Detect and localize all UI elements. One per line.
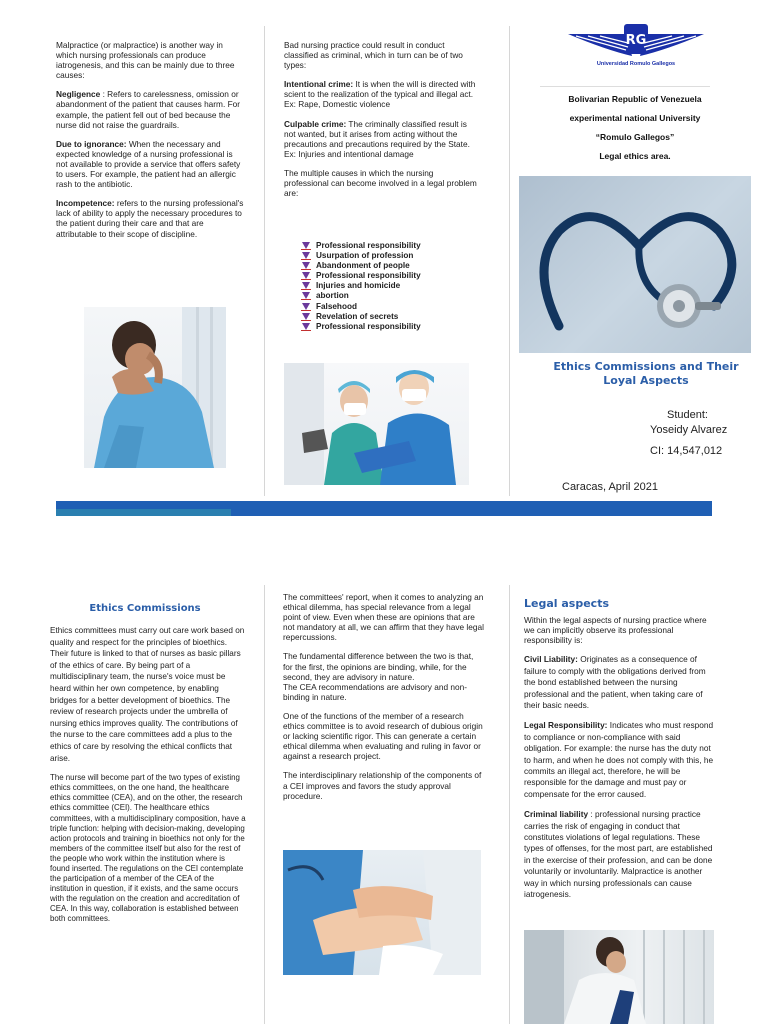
criminal-liability-text: : professional nursing practice carries the risk of engaging in conduct that constitutes violations of legal regulations. These types of offenses, for the most part, are established in the exercise of their profession, and can be done voluntarily or involuntarily. Malpractice is another way in which nursing professionals can cause iatrogenesis. — [524, 809, 713, 899]
legal-responsibility-text: Indicates who must respond to compliance or non-compliance with said obligation. For example: the nurse has the duty not to harm, and when he does not comply with this, he commits an illegal act, therefore, he will be responsible for the damage and must pay or compensate for the error caused. — [524, 720, 714, 799]
university-name-line: “Romulo Gallegos” — [595, 132, 675, 142]
nurses-image — [284, 363, 469, 485]
holding-hands-image — [283, 850, 481, 975]
report-para-2: The fundamental difference between the two is that, for the first, the opinions are binding, while, for the second, they are advisory in nature. — [283, 651, 474, 682]
cause-item: Professional responsibility — [300, 322, 480, 332]
report-para-4: One of the functions of the member of a research ethics committee is to avoid research of dubious origin or lacking scientific rigor. This can generate a certain ethical dilemma when evaluating and ruling in favor or against a research project. — [283, 710, 483, 762]
culpable-paragraph — [284, 119, 480, 159]
culpable-term: Culpable crime: — [284, 118, 347, 129]
cause-item: Professional responsibility — [300, 241, 480, 251]
brochure-title: Ethics Commissions and Their Loyal Aspects — [553, 360, 739, 387]
corridor-nurse-photo — [524, 930, 714, 1024]
criminal-conduct-column — [284, 40, 480, 207]
institution-block — [530, 90, 740, 166]
ethics-para-1: Ethics committees must carry out care work based on quality and respect for the principles of bioethics. Their future is linked to that of nurses as basic pillars of the ethics of care. By being part of a multidisciplinary team, the nurse's voice must be heard within her own competence, by enabling bridges for a better development of bioethics. The review of research projects under the umbrella of nursing ethics improves quality. The contributions of the nurse to the care committees add a plus to the ethics of care by resolving the ethical conflicts that arise. — [50, 626, 245, 763]
column-divider — [509, 26, 510, 496]
ethics-para-2: The nurse will become part of the two types of existing ethics committees, on the one hand, the healthcare ethics committee (CEA), and on the other, the research ethics committee (CEI). The healthcare ethics committees, with a multidisciplinary composition, have a triple function: helping with decision-making, developing action protocols and training in bioethics not only for the members of the committee itself but also for the rest of the people who work within the institution where is found inserted. The regulations on the CEI contemplate the participation of a member of the CEA of the institution in question, if it exists, and the same occurs with the regulation on the creation and accreditation of CEA. In this way, collaboration is established between both committees. — [50, 773, 246, 924]
cause-item: Usurpation of profession — [300, 251, 480, 261]
civil-liability-paragraph — [524, 654, 714, 711]
university-logo — [566, 22, 706, 70]
negligence-text: : Refers to carelessness, omission or abandonment of the patient that causes harm. For example, the patient fell out of bed because the nurse did not raise the guardrails. — [56, 89, 241, 130]
negligence-term: Negligence — [56, 89, 101, 100]
column-divider — [264, 585, 265, 1024]
logo-caption: Universidad Romulo Gallegos — [596, 61, 676, 67]
report-para-3: The CEA recommendations are advisory and non-binding in nature. — [283, 681, 468, 702]
incompetence-term: Incompetence: — [56, 198, 115, 209]
ethics-commissions-column — [50, 625, 246, 934]
civil-liability-term: Civil Liability: — [524, 654, 578, 665]
header-rule — [540, 86, 710, 87]
student-id: CI: 14,547,012 — [650, 445, 723, 457]
area-line: Legal ethics area. — [599, 151, 671, 161]
legal-responsibility-term: Legal Responsibility: — [524, 720, 608, 731]
stressed-nurse-image — [84, 307, 226, 468]
svg-text:RG: RG — [625, 33, 647, 48]
ignorance-term: Due to ignorance: — [56, 138, 127, 149]
legal-aspects-heading: Legal aspects — [524, 597, 609, 610]
page-band-accent — [56, 509, 231, 516]
legal-aspects-column — [524, 615, 714, 909]
legal-intro: Within the legal aspects of nursing practice where we can implicitly observe its professional responsibility is: — [524, 615, 707, 646]
student-name: Yoseidy Alvarez — [650, 424, 728, 436]
cause-item: Professional responsibility — [300, 271, 480, 281]
cause-item: Injuries and homicide — [300, 281, 480, 291]
legal-responsibility-paragraph — [524, 720, 714, 800]
stethoscope-photo — [519, 176, 751, 353]
cause-item: Revelation of secrets — [300, 312, 480, 322]
stressed-nurse-photo — [84, 307, 226, 468]
report-para-5: The interdisciplinary relationship of the components of a CEI improves and favors the study approval procedure. — [283, 770, 482, 801]
ignorance-text: When the necessary and expected knowledge of a nursing professional is not available to provide a service that offers safety to users. For example, the patient had an allergic rash to the antibiotic. — [56, 138, 241, 190]
intentional-term: Intentional crime: — [284, 79, 354, 90]
nurses-photo — [284, 363, 469, 485]
column-divider — [264, 26, 265, 496]
criminal-liability-paragraph — [524, 809, 714, 900]
report-para-1: The committees' report, when it comes to analyzing an ethical dilemma, has special relevance from a legal point of view. Even when these are opinions that are not mandatory at all, we can affirm that they have legal repercussions. — [283, 592, 484, 643]
column-divider — [509, 585, 510, 1024]
malpractice-intro: Malpractice (or malpractice) is another way in which nursing professionals can produce iatrogenesis, and this can be mainly due to three causes: — [56, 40, 235, 81]
university-line: experimental national University — [569, 113, 701, 123]
student-label: Student: — [667, 409, 708, 421]
ignorance-paragraph — [56, 139, 246, 189]
university-logo-icon — [566, 22, 706, 62]
holding-hands-photo — [283, 850, 481, 975]
negligence-paragraph — [56, 89, 246, 129]
cause-item: Falsehood — [300, 302, 480, 312]
committee-report-column — [283, 592, 485, 810]
place-date: Caracas, April 2021 — [562, 481, 658, 493]
civil-liability-text: Originates as a consequence of failure to comply with the obligations derived from the bond established between the nursing professional and the patient, when taking care of their basic needs. — [524, 654, 706, 710]
culpable-text: The criminally classified result is not wanted, but it arises from acting without the precautions and precautions required by the State. Ex: Injuries and intentional damage — [284, 118, 470, 159]
cause-item: Abandonment of people — [300, 261, 480, 271]
multiple-causes-paragraph: The multiple causes in which the nursing professional can become involved in a legal problem are: — [284, 167, 477, 199]
stethoscope-icon — [519, 176, 751, 353]
incompetence-text: refers to the nursing professional's lack of ability to apply the necessary procedures to the patient during their care and that are attributable to their scope of discipline. — [56, 198, 244, 239]
intentional-paragraph — [284, 79, 480, 109]
incompetence-paragraph — [56, 198, 246, 238]
criminal-liability-term: Criminal liability — [524, 809, 589, 820]
corridor-nurse-image — [524, 930, 714, 1024]
criminal-intro: Bad nursing practice could result in conduct classified as criminal, which in turn can be of two types: — [284, 40, 463, 71]
ethics-commissions-heading: Ethics Commissions — [89, 603, 201, 614]
causes-list — [300, 241, 480, 332]
country-line: Bolivarian Republic of Venezuela — [568, 94, 702, 104]
intentional-text: It is when the will is directed with scient to the realization of the typical and illegal act. Ex: Rape, Domestic violence — [284, 79, 476, 110]
malpractice-column — [56, 40, 246, 248]
cause-item: abortion — [300, 291, 480, 301]
